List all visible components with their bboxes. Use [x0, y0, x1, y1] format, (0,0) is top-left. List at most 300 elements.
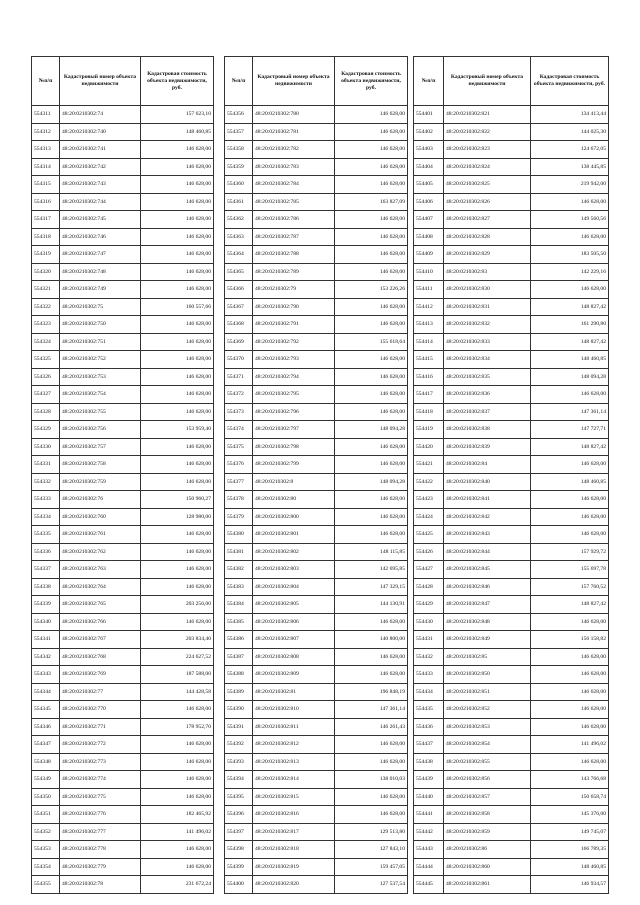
table-row — [225, 876, 408, 894]
table-row — [225, 193, 408, 211]
cadastral-value: 146 628,00 — [141, 246, 214, 264]
cadastral-value: 145 376,00 — [531, 806, 609, 824]
row-number: 554443 — [414, 841, 444, 859]
table-row — [414, 666, 609, 684]
cadastral-value: 127 537,54 — [335, 876, 408, 894]
row-number: 554337 — [32, 561, 60, 579]
table-row — [414, 473, 609, 491]
cadastral-number: 48:20:0210302:797 — [253, 421, 335, 439]
cadastral-value: 148 827,42 — [531, 438, 609, 456]
row-number: 554372 — [225, 386, 253, 404]
row-number: 554335 — [32, 526, 60, 544]
row-number: 554408 — [414, 228, 444, 246]
cadastral-value: 141 496,02 — [141, 823, 214, 841]
table-row — [32, 666, 214, 684]
row-number: 554359 — [225, 158, 253, 176]
row-number: 554365 — [225, 263, 253, 281]
table-row — [414, 158, 609, 176]
cadastral-value: 182 465,92 — [141, 806, 214, 824]
cadastral-value: 146 628,00 — [335, 246, 408, 264]
table-row — [32, 281, 214, 299]
table-row — [225, 578, 408, 596]
cadastral-number: 48:20:0210302:788 — [253, 246, 335, 264]
table-row — [225, 158, 408, 176]
table-row — [32, 351, 214, 369]
table-row — [225, 631, 408, 649]
cadastral-number: 48:20:0210302:775 — [60, 788, 141, 806]
cadastral-number: 48:20:0210302:829 — [444, 246, 531, 264]
cadastral-value: 146 628,00 — [141, 333, 214, 351]
table-row — [414, 508, 609, 526]
table-row — [32, 788, 214, 806]
row-number: 554348 — [32, 753, 60, 771]
row-number: 554398 — [225, 841, 253, 859]
row-number: 554354 — [32, 858, 60, 876]
cadastral-number: 48:20:0210302:793 — [253, 351, 335, 369]
table-row — [225, 228, 408, 246]
row-number: 554355 — [32, 876, 60, 894]
cadastral-number: 48:20:0210302:817 — [253, 823, 335, 841]
row-number: 554347 — [32, 736, 60, 754]
row-number: 554426 — [414, 543, 444, 561]
cadastral-number: 48:20:0210302:780 — [253, 106, 335, 124]
cadastral-number: 48:20:0210302:86 — [444, 841, 531, 859]
table-row — [414, 806, 609, 824]
cadastral-number: 48:20:0210302:822 — [444, 123, 531, 141]
cadastral-number: 48:20:0210302:743 — [60, 176, 141, 194]
cadastral-number: 48:20:0210302:78 — [60, 876, 141, 894]
row-number: 554396 — [225, 806, 253, 824]
table-row — [32, 211, 214, 229]
row-number: 554390 — [225, 701, 253, 719]
table-row — [414, 788, 609, 806]
table-row — [414, 526, 609, 544]
cadastral-number: 48:20:0210302:782 — [253, 141, 335, 159]
header-cadastral-value: Кадастровая стоимость объекта недвижимости, руб. — [531, 57, 609, 106]
table-row — [414, 631, 609, 649]
table-row — [414, 841, 609, 859]
cadastral-number: 48:20:0210302:790 — [253, 298, 335, 316]
row-number: 554366 — [225, 281, 253, 299]
cadastral-value: 146 628,00 — [335, 613, 408, 631]
table-row — [32, 876, 214, 894]
table-row — [32, 736, 214, 754]
table-row — [32, 596, 214, 614]
row-number: 554328 — [32, 403, 60, 421]
cadastral-number: 48:20:0210302:789 — [253, 263, 335, 281]
cadastral-number: 48:20:0210302:740 — [60, 123, 141, 141]
table-row — [32, 701, 214, 719]
cadastral-value: 146 628,00 — [531, 648, 609, 666]
cadastral-number: 48:20:0210302:85 — [444, 648, 531, 666]
cadastral-value: 146 628,00 — [141, 211, 214, 229]
header-num: №п/п — [32, 57, 60, 106]
cadastral-number: 48:20:0210302:847 — [444, 596, 531, 614]
cadastral-number: 48:20:0210302:801 — [253, 526, 335, 544]
row-number: 554383 — [225, 578, 253, 596]
cadastral-value: 146 628,00 — [141, 176, 214, 194]
row-number: 554352 — [32, 823, 60, 841]
table-row — [32, 648, 214, 666]
cadastral-number: 48:20:0210302:837 — [444, 403, 531, 421]
table-row — [414, 211, 609, 229]
cadastral-number: 48:20:0210302:815 — [253, 788, 335, 806]
cadastral-value: 146 628,00 — [531, 526, 609, 544]
cadastral-number: 48:20:0210302:853 — [444, 718, 531, 736]
cadastral-value: 149 560,56 — [531, 211, 609, 229]
cadastral-value: 231 672,24 — [141, 876, 214, 894]
cadastral-value: 146 628,00 — [531, 666, 609, 684]
header-cadastral-value: Кадастровая стоимость объекта недвижимости, руб. — [335, 57, 408, 106]
row-number: 554321 — [32, 281, 60, 299]
cadastral-value: 146 628,00 — [141, 158, 214, 176]
row-number: 554411 — [414, 281, 444, 299]
cadastral-value: 146 628,00 — [141, 841, 214, 859]
table-row — [414, 718, 609, 736]
cadastral-number: 48:20:0210302:800 — [253, 508, 335, 526]
cadastral-value: 144 025,30 — [531, 123, 609, 141]
row-number: 554385 — [225, 613, 253, 631]
table-row — [414, 106, 609, 124]
row-number: 554434 — [414, 683, 444, 701]
row-number: 554444 — [414, 858, 444, 876]
cadastral-number: 48:20:0210302:804 — [253, 578, 335, 596]
cadastral-value: 142 695,85 — [335, 561, 408, 579]
cadastral-value: 146 628,00 — [141, 473, 214, 491]
cadastral-value: 157 929,72 — [531, 543, 609, 561]
table-row — [225, 351, 408, 369]
cadastral-value: 150 658,74 — [531, 788, 609, 806]
table-row — [414, 456, 609, 474]
cadastral-value: 150 960,27 — [141, 491, 214, 509]
cadastral-number: 48:20:0210302:742 — [60, 158, 141, 176]
cadastral-value: 146 628,00 — [531, 508, 609, 526]
cadastral-value: 146 628,00 — [335, 403, 408, 421]
cadastral-value: 157 623,10 — [141, 106, 214, 124]
cadastral-value: 146 628,00 — [335, 158, 408, 176]
table-row — [414, 753, 609, 771]
cadastral-number: 48:20:0210302:860 — [444, 858, 531, 876]
row-number: 554436 — [414, 718, 444, 736]
cadastral-value: 166 789,35 — [531, 841, 609, 859]
cadastral-value: 146 628,00 — [141, 561, 214, 579]
cadastral-value: 134 413,44 — [531, 106, 609, 124]
cadastral-number: 48:20:0210302:859 — [444, 823, 531, 841]
row-number: 554395 — [225, 788, 253, 806]
cadastral-number: 48:20:0210302:785 — [253, 193, 335, 211]
table-row — [32, 386, 214, 404]
cadastral-value: 140 800,00 — [335, 631, 408, 649]
row-number: 554345 — [32, 701, 60, 719]
table-row — [414, 351, 609, 369]
row-number: 554445 — [414, 876, 444, 894]
table-row — [32, 491, 214, 509]
row-number: 554441 — [414, 806, 444, 824]
registry-tables — [31, 56, 609, 887]
cadastral-number: 48:20:0210302:767 — [60, 631, 141, 649]
cadastral-value: 128 980,00 — [141, 508, 214, 526]
table-row — [32, 421, 214, 439]
table-row — [414, 193, 609, 211]
cadastral-number: 48:20:0210302:836 — [444, 386, 531, 404]
row-number: 554333 — [32, 491, 60, 509]
cadastral-value: 146 628,00 — [141, 456, 214, 474]
cadastral-number: 48:20:0210302:784 — [253, 176, 335, 194]
cadastral-number: 48:20:0210302:855 — [444, 753, 531, 771]
table-row — [414, 876, 609, 894]
cadastral-value: 138 010,03 — [335, 771, 408, 789]
cadastral-number: 48:20:0210302:776 — [60, 806, 141, 824]
row-number: 554422 — [414, 473, 444, 491]
row-number: 554405 — [414, 176, 444, 194]
row-number: 554312 — [32, 123, 60, 141]
table-row — [32, 613, 214, 631]
table-row — [32, 246, 214, 264]
row-number: 554364 — [225, 246, 253, 264]
row-number: 554440 — [414, 788, 444, 806]
cadastral-value: 146 628,00 — [335, 666, 408, 684]
row-number: 554442 — [414, 823, 444, 841]
cadastral-number: 48:20:0210302:795 — [253, 386, 335, 404]
row-number: 554323 — [32, 316, 60, 334]
cadastral-value: 124 672,05 — [531, 141, 609, 159]
cadastral-number: 48:20:0210302:799 — [253, 456, 335, 474]
row-number: 554388 — [225, 666, 253, 684]
cadastral-value: 146 628,00 — [141, 858, 214, 876]
row-number: 554346 — [32, 718, 60, 736]
table-row — [32, 823, 214, 841]
registry-table-2 — [224, 56, 408, 894]
cadastral-number: 48:20:0210302:760 — [60, 508, 141, 526]
cadastral-number: 48:20:0210302:845 — [444, 561, 531, 579]
cadastral-number: 48:20:0210302:80 — [253, 491, 335, 509]
cadastral-number: 48:20:0210302:805 — [253, 596, 335, 614]
row-number: 554423 — [414, 491, 444, 509]
cadastral-number: 48:20:0210302:761 — [60, 526, 141, 544]
table-row — [32, 683, 214, 701]
row-number: 554319 — [32, 246, 60, 264]
row-number: 554417 — [414, 386, 444, 404]
cadastral-value: 146 628,00 — [141, 193, 214, 211]
table-row — [225, 683, 408, 701]
row-number: 554394 — [225, 771, 253, 789]
cadastral-number: 48:20:0210302:854 — [444, 736, 531, 754]
cadastral-value: 149 745,07 — [531, 823, 609, 841]
cadastral-number: 48:20:0210302:84 — [444, 456, 531, 474]
cadastral-number: 48:20:0210302:806 — [253, 613, 335, 631]
cadastral-value: 146 628,00 — [141, 316, 214, 334]
row-number: 554375 — [225, 438, 253, 456]
row-number: 554377 — [225, 473, 253, 491]
table-row — [225, 106, 408, 124]
cadastral-value: 146 628,00 — [141, 543, 214, 561]
cadastral-number: 48:20:0210302:834 — [444, 351, 531, 369]
row-number: 554363 — [225, 228, 253, 246]
table-row — [225, 701, 408, 719]
cadastral-value: 146 628,00 — [335, 351, 408, 369]
row-number: 554330 — [32, 438, 60, 456]
row-number: 554439 — [414, 771, 444, 789]
cadastral-value: 146 628,00 — [141, 736, 214, 754]
cadastral-number: 48:20:0210302:752 — [60, 351, 141, 369]
table-row — [414, 421, 609, 439]
row-number: 554353 — [32, 841, 60, 859]
row-number: 554437 — [414, 736, 444, 754]
row-number: 554339 — [32, 596, 60, 614]
cadastral-value: 183 505,50 — [531, 246, 609, 264]
row-number: 554432 — [414, 648, 444, 666]
row-number: 554318 — [32, 228, 60, 246]
cadastral-value: 155 618,64 — [335, 333, 408, 351]
table-row — [414, 263, 609, 281]
cadastral-value: 147 727,71 — [531, 421, 609, 439]
cadastral-value: 148 094,28 — [335, 473, 408, 491]
cadastral-value: 146 628,00 — [335, 736, 408, 754]
row-number: 554431 — [414, 631, 444, 649]
cadastral-value: 146 628,00 — [335, 316, 408, 334]
table-row — [414, 368, 609, 386]
table-row — [225, 123, 408, 141]
row-number: 554313 — [32, 141, 60, 159]
cadastral-value: 163 827,09 — [335, 193, 408, 211]
cadastral-number: 48:20:0210302:756 — [60, 421, 141, 439]
cadastral-number: 48:20:0210302:777 — [60, 823, 141, 841]
table-row — [225, 263, 408, 281]
table-row — [414, 858, 609, 876]
table-row — [225, 823, 408, 841]
cadastral-number: 48:20:0210302:816 — [253, 806, 335, 824]
registry-table-1 — [31, 56, 214, 894]
table-row — [32, 456, 214, 474]
row-number: 554380 — [225, 526, 253, 544]
cadastral-value: 196 848,19 — [335, 683, 408, 701]
row-number: 554424 — [414, 508, 444, 526]
row-number: 554362 — [225, 211, 253, 229]
row-number: 554409 — [414, 246, 444, 264]
table-row — [414, 596, 609, 614]
row-number: 554374 — [225, 421, 253, 439]
row-number: 554344 — [32, 683, 60, 701]
cadastral-value: 146 628,00 — [141, 438, 214, 456]
table-row — [225, 491, 408, 509]
table-row — [32, 508, 214, 526]
cadastral-number: 48:20:0210302:748 — [60, 263, 141, 281]
table-row — [32, 806, 214, 824]
header-cadastral-number: Кадастровый номер объекта недвижимости — [253, 57, 335, 106]
row-number: 554386 — [225, 631, 253, 649]
cadastral-number: 48:20:0210302:803 — [253, 561, 335, 579]
cadastral-number: 48:20:0210302:833 — [444, 333, 531, 351]
registry-table-3 — [413, 56, 609, 894]
cadastral-value: 146 934,57 — [531, 876, 609, 894]
table-row — [414, 141, 609, 159]
cadastral-number: 48:20:0210302:741 — [60, 141, 141, 159]
cadastral-number: 48:20:0210302:83 — [444, 263, 531, 281]
cadastral-value: 146 628,00 — [531, 281, 609, 299]
cadastral-number: 48:20:0210302:848 — [444, 613, 531, 631]
cadastral-value: 144 428,58 — [141, 683, 214, 701]
cadastral-number: 48:20:0210302:766 — [60, 613, 141, 631]
table-row — [32, 753, 214, 771]
cadastral-number: 48:20:0210302:796 — [253, 403, 335, 421]
table-row — [225, 526, 408, 544]
cadastral-number: 48:20:0210302:81 — [253, 683, 335, 701]
header-num: №п/п — [225, 57, 253, 106]
cadastral-value: 224 627,52 — [141, 648, 214, 666]
table-row — [225, 736, 408, 754]
row-number: 554317 — [32, 211, 60, 229]
cadastral-value: 146 628,00 — [531, 613, 609, 631]
row-number: 554349 — [32, 771, 60, 789]
row-number: 554418 — [414, 403, 444, 421]
cadastral-value: 161 290,80 — [531, 316, 609, 334]
row-number: 554325 — [32, 351, 60, 369]
cadastral-number: 48:20:0210302:839 — [444, 438, 531, 456]
cadastral-value: 148 827,42 — [531, 596, 609, 614]
table-row — [32, 141, 214, 159]
table-row — [225, 403, 408, 421]
row-number: 554332 — [32, 473, 60, 491]
cadastral-value: 146 628,00 — [141, 788, 214, 806]
table-row — [32, 858, 214, 876]
cadastral-number: 48:20:0210302:818 — [253, 841, 335, 859]
cadastral-number: 48:20:0210302:750 — [60, 316, 141, 334]
cadastral-value: 148 827,42 — [531, 333, 609, 351]
table-row — [225, 298, 408, 316]
table-row — [32, 841, 214, 859]
table-row — [32, 403, 214, 421]
cadastral-number: 48:20:0210302:787 — [253, 228, 335, 246]
cadastral-number: 48:20:0210302:850 — [444, 666, 531, 684]
cadastral-value: 146 628,00 — [141, 351, 214, 369]
table-row — [225, 421, 408, 439]
cadastral-number: 48:20:0210302:746 — [60, 228, 141, 246]
cadastral-number: 48:20:0210302:811 — [253, 718, 335, 736]
cadastral-value: 156 158,82 — [531, 631, 609, 649]
table-row — [32, 631, 214, 649]
table-row — [414, 316, 609, 334]
table-row — [414, 701, 609, 719]
cadastral-number: 48:20:0210302:765 — [60, 596, 141, 614]
table-row — [414, 491, 609, 509]
cadastral-number: 48:20:0210302:812 — [253, 736, 335, 754]
cadastral-number: 48:20:0210302:841 — [444, 491, 531, 509]
table-row — [32, 438, 214, 456]
cadastral-number: 48:20:0210302:808 — [253, 648, 335, 666]
table-row — [414, 771, 609, 789]
cadastral-number: 48:20:0210302:75 — [60, 298, 141, 316]
cadastral-value: 146 261,43 — [335, 718, 408, 736]
row-number: 554397 — [225, 823, 253, 841]
cadastral-value: 146 628,00 — [141, 613, 214, 631]
row-number: 554407 — [414, 211, 444, 229]
header-row — [32, 57, 214, 106]
cadastral-number: 48:20:0210302:835 — [444, 368, 531, 386]
table-row — [32, 771, 214, 789]
cadastral-number: 48:20:0210302:764 — [60, 578, 141, 596]
cadastral-value: 144 130,91 — [335, 596, 408, 614]
table-row — [32, 263, 214, 281]
table-row — [32, 333, 214, 351]
table-row — [32, 561, 214, 579]
cadastral-value: 146 628,00 — [141, 263, 214, 281]
table-row — [32, 176, 214, 194]
row-number: 554403 — [414, 141, 444, 159]
table-row — [414, 333, 609, 351]
row-number: 554402 — [414, 123, 444, 141]
cadastral-value: 146 628,00 — [335, 386, 408, 404]
cadastral-number: 48:20:0210302:809 — [253, 666, 335, 684]
